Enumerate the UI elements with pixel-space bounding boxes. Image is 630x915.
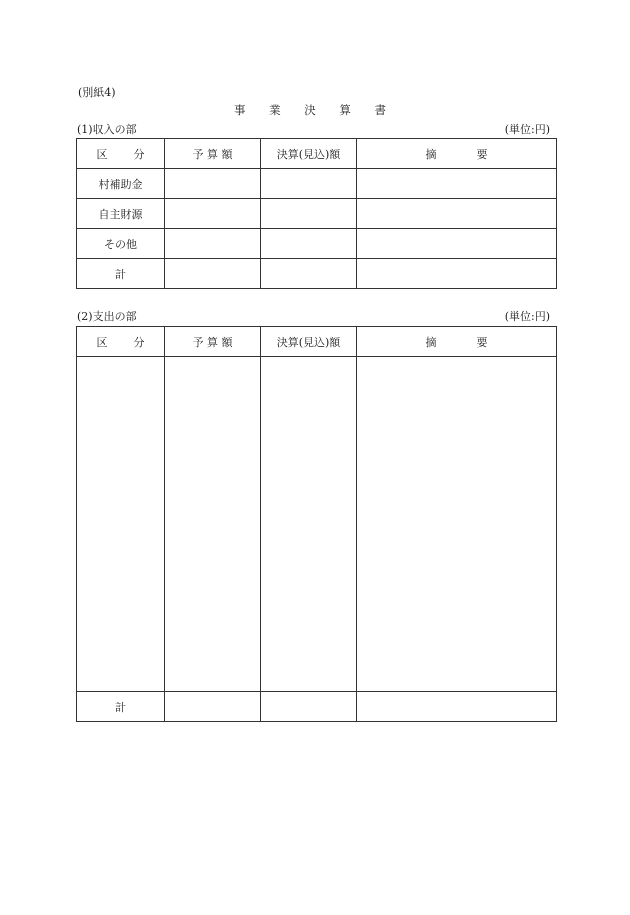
settlement-cell[interactable] <box>261 169 357 199</box>
settlement-cell[interactable] <box>261 229 357 259</box>
tekiyo-cell[interactable] <box>357 169 557 199</box>
kubun-cell[interactable] <box>77 357 165 692</box>
row-label: 計 <box>77 259 165 289</box>
tekiyo-header <box>357 139 557 169</box>
row-label: 自主財源 <box>77 199 165 229</box>
kubun-header-b: 分 <box>133 147 145 161</box>
settlement-cell[interactable] <box>261 259 357 289</box>
expense-table <box>76 326 557 722</box>
document-title: 事 業 決 算 書 <box>233 103 397 117</box>
kubun-header-b: 分 <box>133 335 145 349</box>
budget-cell[interactable] <box>165 692 261 722</box>
income-header-row <box>77 139 557 169</box>
income-unit-label: (単位:円) <box>504 123 550 136</box>
budget-cell[interactable] <box>165 259 261 289</box>
tekiyo-cell[interactable] <box>357 692 557 722</box>
expense-header-row <box>77 327 557 357</box>
expense-body-row <box>77 357 557 692</box>
table-row <box>77 229 557 259</box>
budget-cell[interactable] <box>165 199 261 229</box>
expense-unit-label: (単位:円) <box>504 310 550 323</box>
row-label: その他 <box>77 229 165 259</box>
kubun-header <box>77 139 165 169</box>
tekiyo-header-b: 要 <box>476 147 488 161</box>
settlement-header: 決算(見込)額 <box>261 139 357 169</box>
tekiyo-cell[interactable] <box>357 229 557 259</box>
tekiyo-header-a: 摘 <box>425 335 437 349</box>
tekiyo-header <box>357 327 557 357</box>
budget-cell[interactable] <box>165 229 261 259</box>
budget-cell[interactable] <box>165 169 261 199</box>
kubun-header-a: 区 <box>96 147 108 161</box>
expense-section-title: (2)支出の部 <box>77 310 137 323</box>
row-label: 計 <box>77 692 165 722</box>
budget-cell[interactable] <box>165 357 261 692</box>
total-row <box>77 692 557 722</box>
budget-header: 予 算 額 <box>165 139 261 169</box>
row-label: 村補助金 <box>77 169 165 199</box>
total-row <box>77 259 557 289</box>
income-section-title: (1)収入の部 <box>77 123 137 136</box>
budget-header: 予 算 額 <box>165 327 261 357</box>
kubun-header <box>77 327 165 357</box>
settlement-cell[interactable] <box>261 357 357 692</box>
tekiyo-cell[interactable] <box>357 357 557 692</box>
settlement-cell[interactable] <box>261 692 357 722</box>
settlement-cell[interactable] <box>261 199 357 229</box>
tekiyo-cell[interactable] <box>357 199 557 229</box>
tekiyo-header-a: 摘 <box>425 147 437 161</box>
settlement-header: 決算(見込)額 <box>261 327 357 357</box>
table-row <box>77 169 557 199</box>
table-row <box>77 199 557 229</box>
income-table <box>76 138 557 289</box>
kubun-header-a: 区 <box>96 335 108 349</box>
form-label: (別紙4) <box>78 86 116 99</box>
tekiyo-cell[interactable] <box>357 259 557 289</box>
tekiyo-header-b: 要 <box>476 335 488 349</box>
